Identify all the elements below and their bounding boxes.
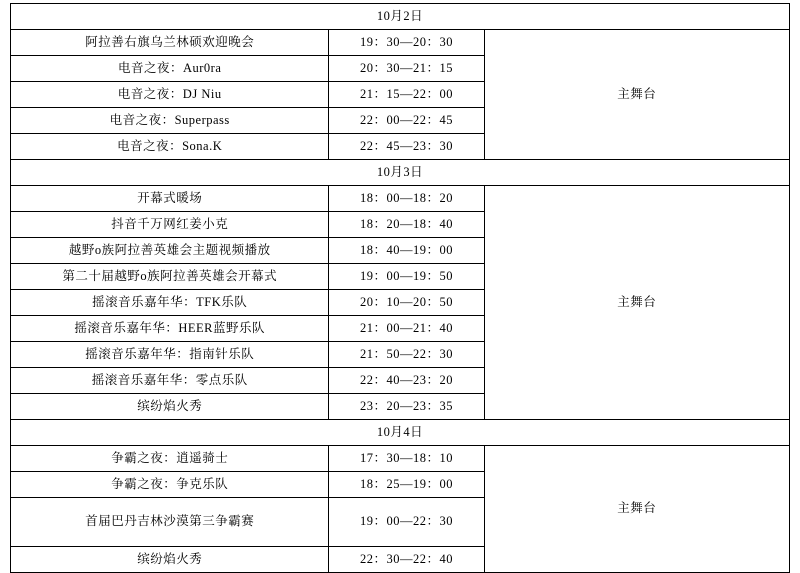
event-name: 首届巴丹吉林沙漠第三争霸赛 <box>11 498 329 547</box>
stage-name: 主舞台 <box>484 186 789 420</box>
event-name: 抖音千万网红姜小克 <box>11 212 329 238</box>
event-time: 17：30—18：10 <box>329 446 484 472</box>
day-date-cell: 10月2日 <box>11 4 790 30</box>
day-header-row <box>11 160 790 186</box>
event-name: 电音之夜：Sona.K <box>11 134 329 160</box>
table-row <box>11 30 790 56</box>
event-time: 21：15—22：00 <box>329 82 484 108</box>
event-time: 18：40—19：00 <box>329 238 484 264</box>
day-header-row <box>11 4 790 30</box>
event-time: 21：50—22：30 <box>329 342 484 368</box>
event-time: 18：20—18：40 <box>329 212 484 238</box>
event-name: 第二十届越野o族阿拉善英雄会开幕式 <box>11 264 329 290</box>
event-time: 23：20—23：35 <box>329 394 484 420</box>
event-name: 争霸之夜：争克乐队 <box>11 472 329 498</box>
event-time: 21：00—21：40 <box>329 316 484 342</box>
event-time: 19：00—19：50 <box>329 264 484 290</box>
schedule-table <box>10 3 790 573</box>
table-row <box>11 186 790 212</box>
event-name: 摇滚音乐嘉年华：零点乐队 <box>11 368 329 394</box>
table-row <box>11 446 790 472</box>
event-time: 20：30—21：15 <box>329 56 484 82</box>
event-name: 争霸之夜：逍遥骑士 <box>11 446 329 472</box>
event-name: 阿拉善右旗乌兰林硕欢迎晚会 <box>11 30 329 56</box>
day-date-cell: 10月3日 <box>11 160 790 186</box>
event-name: 电音之夜：DJ Niu <box>11 82 329 108</box>
event-time: 19：00—22：30 <box>329 498 484 547</box>
day-header-row <box>11 420 790 446</box>
event-name: 越野o族阿拉善英雄会主题视频播放 <box>11 238 329 264</box>
stage-name: 主舞台 <box>484 30 789 160</box>
event-name: 开幕式暖场 <box>11 186 329 212</box>
day-date-cell: 10月4日 <box>11 420 790 446</box>
event-time: 22：00—22：45 <box>329 108 484 134</box>
event-name: 缤纷焰火秀 <box>11 394 329 420</box>
event-name: 摇滚音乐嘉年华：HEER蓝野乐队 <box>11 316 329 342</box>
schedule-body <box>11 4 790 573</box>
event-time: 22：30—22：40 <box>329 547 484 573</box>
event-time: 22：45—23：30 <box>329 134 484 160</box>
event-time: 19：30—20：30 <box>329 30 484 56</box>
event-time: 22：40—23：20 <box>329 368 484 394</box>
event-time: 18：00—18：20 <box>329 186 484 212</box>
stage-name: 主舞台 <box>484 446 789 573</box>
event-time: 20：10—20：50 <box>329 290 484 316</box>
event-name: 摇滚音乐嘉年华：TFK乐队 <box>11 290 329 316</box>
event-name: 缤纷焰火秀 <box>11 547 329 573</box>
event-name: 电音之夜：Superpass <box>11 108 329 134</box>
event-name: 电音之夜：Aur0ra <box>11 56 329 82</box>
event-time: 18：25—19：00 <box>329 472 484 498</box>
event-name: 摇滚音乐嘉年华：指南针乐队 <box>11 342 329 368</box>
